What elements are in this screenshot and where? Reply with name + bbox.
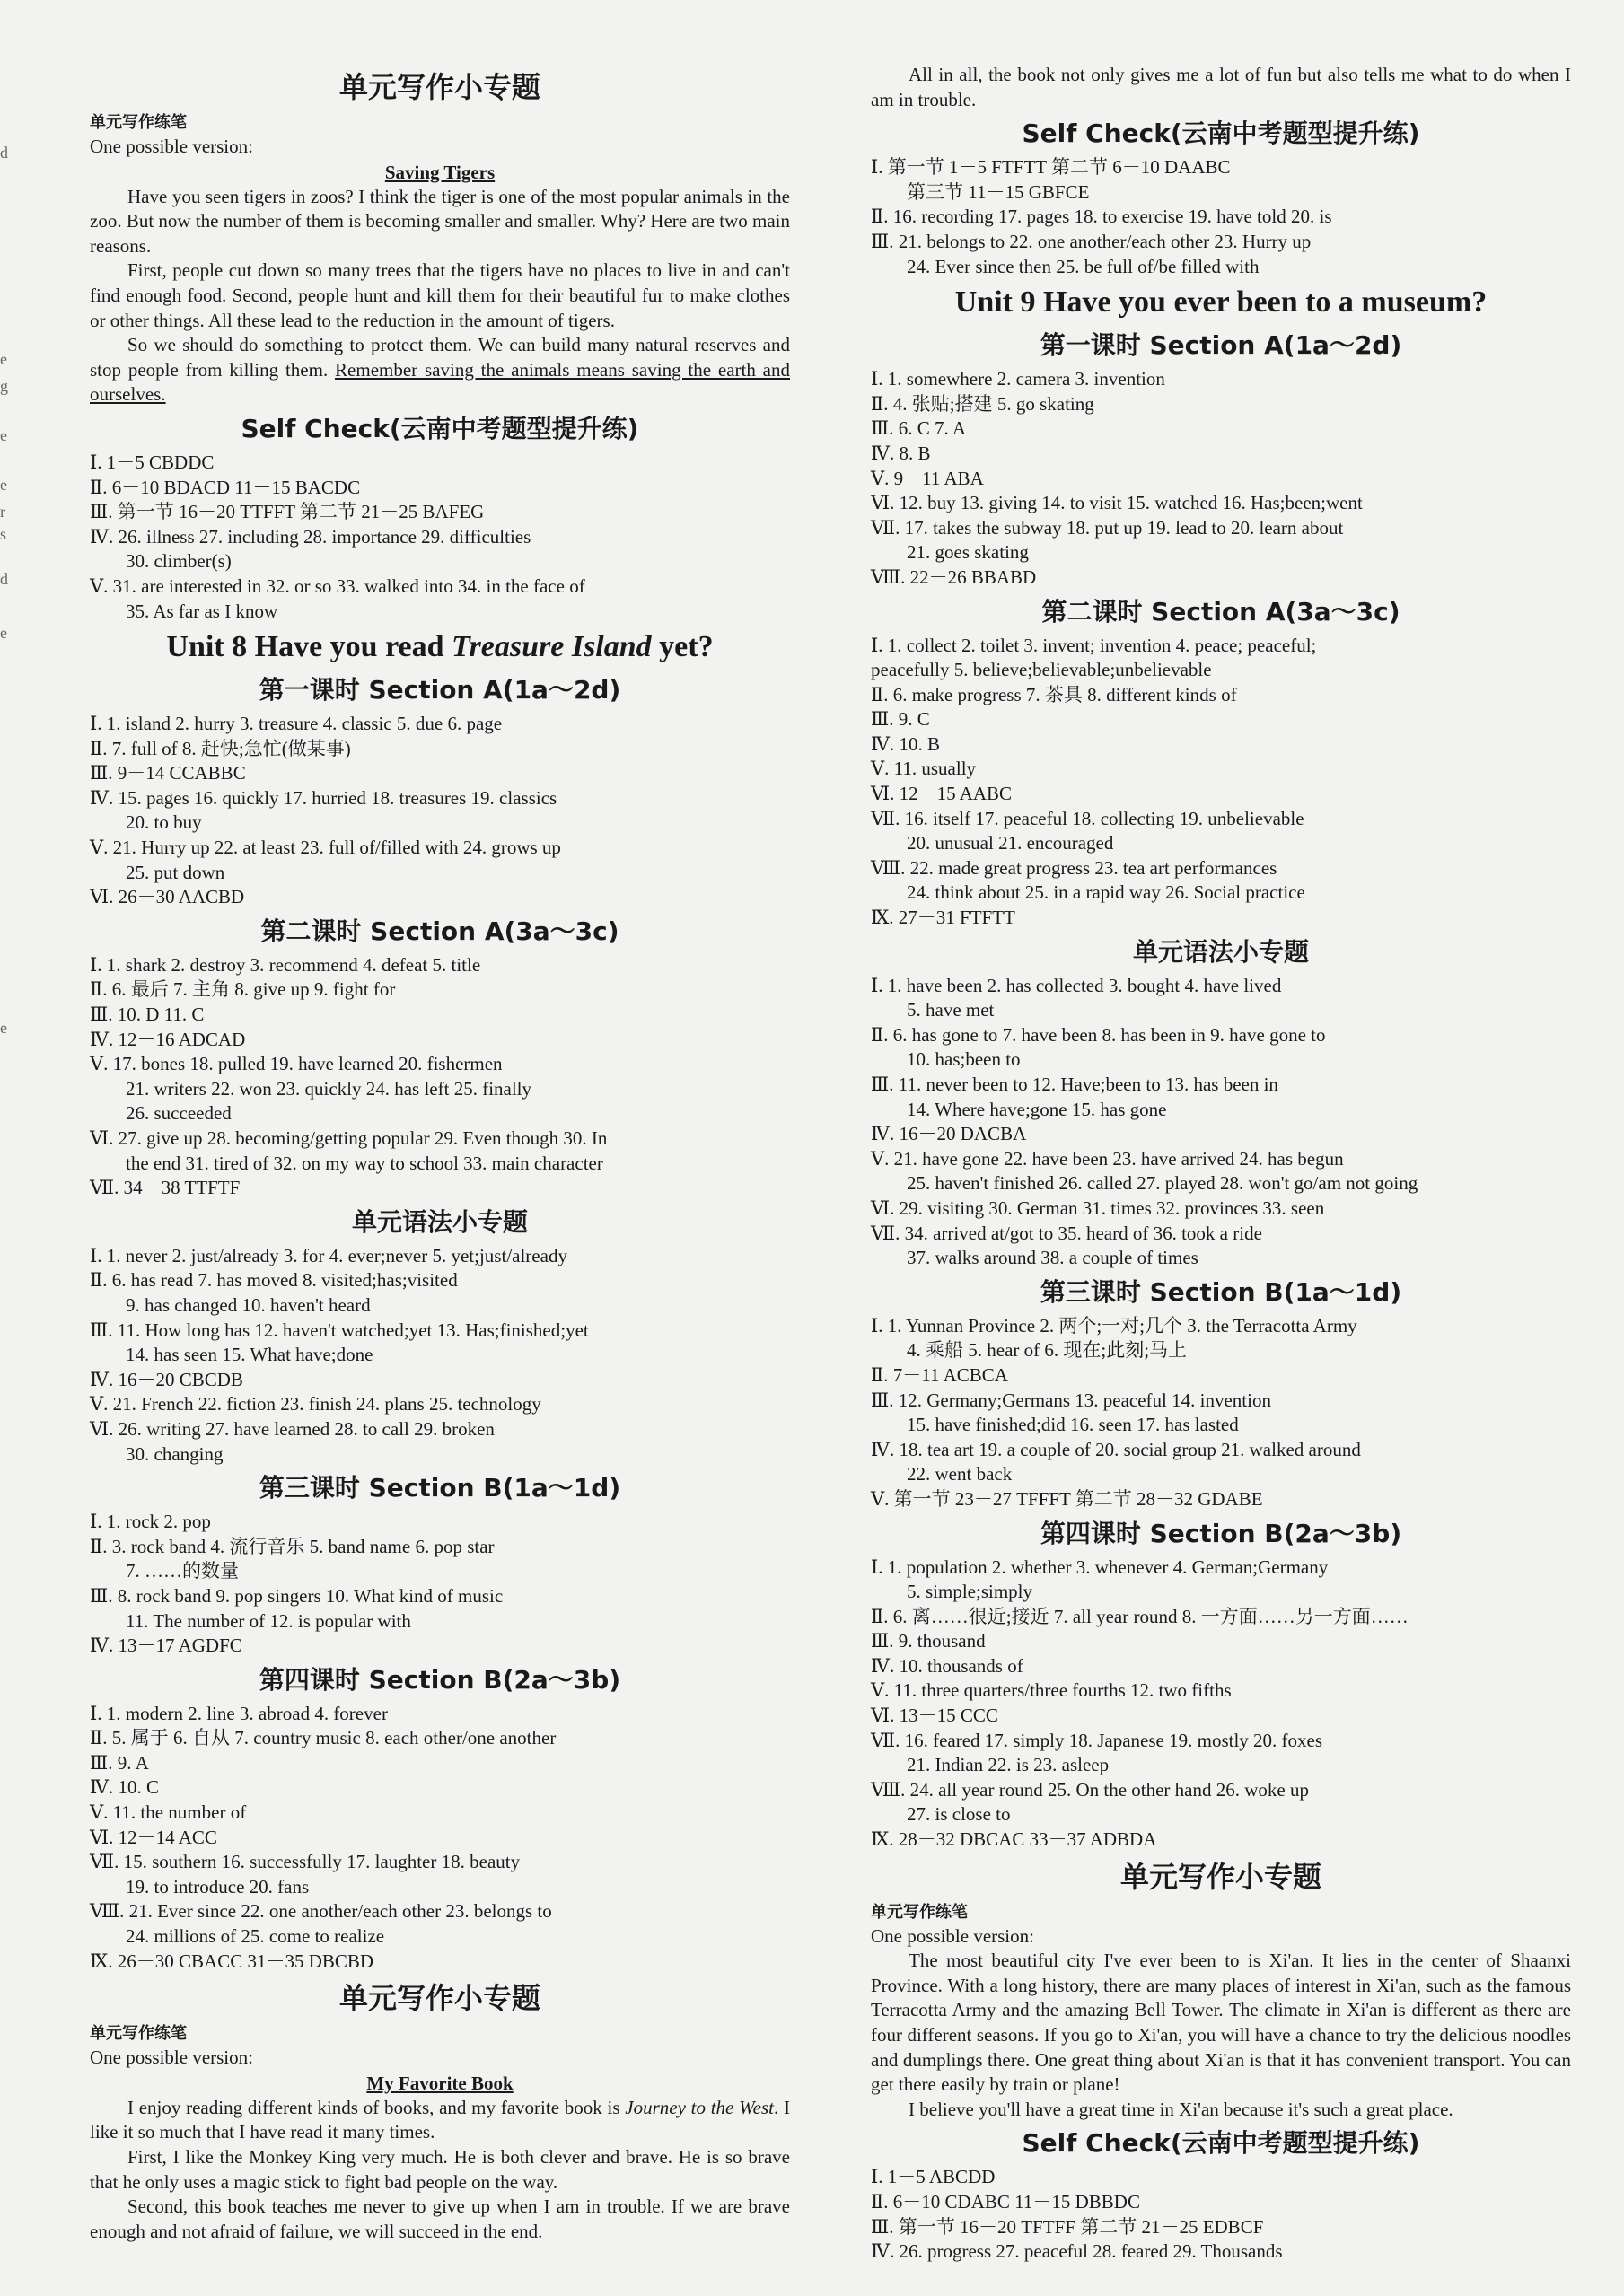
margin-letter: e bbox=[0, 476, 7, 494]
margin-letter: d bbox=[0, 570, 8, 588]
answer-line: 第三节 11－15 GBFCE bbox=[907, 180, 1090, 203]
answer-line: 11. The number of 12. is popular with bbox=[126, 1609, 411, 1632]
answer-line: Ⅵ. 12－15 AABC bbox=[871, 783, 1013, 805]
answer-line: Ⅱ. 16. recording 17. pages 18. to exercise 19. have told 20. is bbox=[871, 206, 1332, 228]
answer-line: Ⅲ. 21. belongs to 22. one another/each other 23. Hurry up bbox=[871, 230, 1312, 252]
essay-underlined-text: Remember saving the animals means saving the earth and ourselves. bbox=[90, 358, 790, 406]
left-margin-fragments bbox=[0, 0, 13, 2296]
answer-line: Ⅵ. 26－30 AACBD bbox=[90, 886, 245, 908]
answer-line: Ⅲ. 第一节 16－20 TFTFF 第二节 21－25 EDBCF bbox=[871, 2215, 1264, 2238]
answer-line: Ⅱ. 6. 离……很近;接近 7. all year round 8. 一方面……另一方面…… bbox=[871, 1605, 1409, 1627]
self-check-title: Self Check(云南中考题型提升练) bbox=[1022, 2128, 1420, 2159]
margin-letter: e bbox=[0, 426, 7, 444]
unit-title-text: yet? bbox=[651, 630, 714, 664]
essay-book-title: Journey to the West bbox=[625, 2096, 774, 2118]
answer-line: 24. think about 25. in a rapid way 26. Social practice bbox=[907, 881, 1305, 904]
answer-line: Ⅴ. 31. are interested in 32. or so 33. walked into 34. in the face of bbox=[90, 574, 585, 597]
answer-line: Ⅴ. 21. have gone 22. have been 23. have arrived 24. has begun bbox=[871, 1147, 1344, 1170]
essay-paragraph bbox=[90, 333, 790, 407]
possible-version-label: One possible version: bbox=[871, 1924, 1034, 1947]
answer-line: 10. has;been to bbox=[907, 1048, 1021, 1071]
answer-line: 9. has changed 10. haven't heard bbox=[126, 1293, 371, 1316]
answer-line: 24. Ever since then 25. be full of/be filled with bbox=[907, 255, 1260, 277]
answer-line: 26. succeeded bbox=[126, 1102, 232, 1125]
answer-line: 21. goes skating bbox=[907, 541, 1029, 564]
answer-line: Ⅵ. 26. writing 27. have learned 28. to call 29. broken bbox=[90, 1417, 495, 1440]
answer-line: Ⅵ. 27. give up 28. becoming/getting popular 29. Even though 30. In bbox=[90, 1127, 608, 1149]
answer-line: Ⅷ. 24. all year round 25. On the other hand 26. woke up bbox=[871, 1778, 1309, 1801]
answer-line: Ⅰ. 1. collect 2. toilet 3. invent; invention 4. peace; peaceful; bbox=[871, 634, 1317, 656]
answer-line: Ⅳ. 10. C bbox=[90, 1776, 159, 1799]
answer-line: Ⅳ. 26. illness 27. including 28. importance 29. difficulties bbox=[90, 525, 531, 548]
answer-line: Ⅰ. 1. have been 2. has collected 3. bought 4. have lived bbox=[871, 974, 1282, 996]
answer-line: Ⅷ. 21. Ever since 22. one another/each other 23. belongs to bbox=[90, 1900, 552, 1923]
essay-paragraph: First, people cut down so many trees that the tigers have no places to live in and can't find enough food. Second, people hunt and kill them for their beautiful fur to make clothes or other things. All these lead to the reduction in the amount of tigers. bbox=[90, 259, 790, 331]
answer-line: Ⅰ. 1. shark 2. destroy 3. recommend 4. defeat 5. title bbox=[90, 953, 481, 976]
right-column bbox=[871, 63, 1571, 2265]
answer-line: Ⅱ. 6. make progress 7. 茶具 8. different kinds of bbox=[871, 683, 1237, 705]
answer-line: 25. put down bbox=[126, 861, 225, 883]
writing-subtitle: 单元写作练笔 bbox=[90, 113, 187, 132]
answer-line: Ⅸ. 27－31 FTFTT bbox=[871, 907, 1015, 929]
answer-line: Ⅰ. 1－5 ABCDD bbox=[871, 2166, 996, 2188]
self-check-title: Self Check(云南中考题型提升练) bbox=[1022, 118, 1420, 149]
answer-line: Ⅰ. 1. rock 2. pop bbox=[90, 1511, 211, 1533]
answer-line: the end 31. tired of 32. on my way to school 33. main character bbox=[126, 1152, 603, 1174]
grammar-title: 单元语法小专题 bbox=[1132, 936, 1309, 967]
self-check-title: Self Check(云南中考题型提升练) bbox=[241, 413, 639, 443]
essay-paragraph: The most beautiful city I've ever been to is Xi'an. It lies in the center of Shaanxi Province. With a long history, there are many places of interest in Xi'an, such as the famous Terracotta Army and the amazing Bell Tower. The climate in Xi'an is different as there are four different seasons. If you go to Xi'an, you will have a chance to try the delicious noodles and dumplings there. One great thing about Xi'an is that it has convenient transport. You can get there easily by train or plane! bbox=[871, 1950, 1571, 2096]
answer-line: Ⅲ. 第一节 16－20 TTFFT 第二节 21－25 BAFEG bbox=[90, 501, 485, 523]
answer-line: Ⅲ. 6. C 7. A bbox=[871, 417, 967, 440]
answer-line: Ⅵ. 29. visiting 30. German 31. times 32. provinces 33. seen bbox=[871, 1196, 1325, 1219]
answer-line: Ⅷ. 22－26 BBABD bbox=[871, 565, 1037, 588]
answer-line: Ⅰ. 1. Yunnan Province 2. 两个;一对;几个 3. the Terracotta Army bbox=[871, 1314, 1357, 1336]
answer-line: Ⅱ. 7－11 ACBCA bbox=[871, 1363, 1008, 1386]
lesson-title: 第四课时 Section B(2a～3b) bbox=[1040, 1518, 1402, 1548]
answer-line: Ⅱ. 6. 最后 7. 主角 8. give up 9. fight for bbox=[90, 978, 396, 1001]
answer-line: Ⅵ. 12－14 ACC bbox=[90, 1826, 217, 1848]
answer-line: 20. unusual 21. encouraged bbox=[907, 832, 1114, 854]
essay-title: Saving Tigers bbox=[384, 161, 496, 183]
essay-text: I enjoy reading different kinds of books, and my favorite book is bbox=[127, 2096, 626, 2118]
answer-line: Ⅴ. 17. bones 18. pulled 19. have learned 20. fishermen bbox=[90, 1053, 503, 1075]
lesson-title: 第三课时 Section B(1a～1d) bbox=[1040, 1276, 1402, 1307]
unit-title-text: Unit 8 Have you read bbox=[166, 630, 452, 664]
answer-line: Ⅲ. 9. thousand bbox=[871, 1630, 986, 1652]
answer-line: 22. went back bbox=[907, 1463, 1013, 1485]
lesson-title: 第二课时 Section A(3a～3c) bbox=[1041, 596, 1400, 627]
lesson-title: 第一课时 Section A(1a～2d) bbox=[1040, 330, 1402, 361]
answer-line: Ⅴ. 21. French 22. fiction 23. finish 24. plans 25. technology bbox=[90, 1393, 541, 1415]
answer-line: 19. to introduce 20. fans bbox=[126, 1875, 310, 1897]
answer-line: Ⅳ. 10. thousands of bbox=[871, 1654, 1023, 1677]
unit-title-book: Treasure Island bbox=[452, 630, 652, 664]
answer-line: Ⅰ. 1. never 2. just/already 3. for 4. ever;never 5. yet;just/already bbox=[90, 1244, 567, 1266]
writing-subtitle: 单元写作练笔 bbox=[871, 1902, 968, 1922]
answer-line: peacefully 5. believe;believable;unbelievable bbox=[871, 659, 1212, 681]
answer-line: Ⅶ. 34－38 TTFTF bbox=[90, 1177, 241, 1199]
answer-line: Ⅳ. 10. B bbox=[871, 732, 940, 755]
answer-line: Ⅳ. 13－17 AGDFC bbox=[90, 1634, 242, 1657]
section-title: 单元写作小专题 bbox=[338, 1981, 540, 2016]
possible-version-label: One possible version: bbox=[90, 136, 253, 157]
essay-paragraph: All in all, the book not only gives me a lot of fun but also tells me what to do when I am in trouble. bbox=[871, 64, 1571, 110]
answer-line: Ⅱ. 3. rock band 4. 流行音乐 5. band name 6. pop star bbox=[90, 1535, 495, 1557]
essay-paragraph bbox=[90, 2096, 790, 2145]
answer-line: Ⅳ. 18. tea art 19. a couple of 20. social group 21. walked around bbox=[871, 1438, 1361, 1460]
unit-title bbox=[90, 626, 790, 669]
answer-line: Ⅰ. 1－5 CBDDC bbox=[90, 451, 215, 473]
answer-line: Ⅶ. 16. feared 17. simply 18. Japanese 19. mostly 20. foxes bbox=[871, 1729, 1323, 1751]
lesson-title: 第二课时 Section A(3a～3c) bbox=[260, 916, 619, 946]
answer-line: Ⅲ. 10. D 11. C bbox=[90, 1003, 205, 1026]
answer-line: Ⅰ. 1. modern 2. line 3. abroad 4. forever bbox=[90, 1702, 388, 1724]
answer-line: 15. have finished;did 16. seen 17. has lasted bbox=[907, 1414, 1239, 1436]
essay-paragraph: Have you seen tigers in zoos? I think the tiger is one of the most popular animals in the zoo. But now the number of them is becoming smaller and smaller. Why? Here are two main reasons. bbox=[90, 185, 790, 257]
answer-line: Ⅲ. 12. Germany;Germans 13. peaceful 14. invention bbox=[871, 1389, 1271, 1411]
answer-line: Ⅱ. 6－10 BDACD 11－15 BACDC bbox=[90, 476, 361, 498]
section-title: 单元写作小专题 bbox=[338, 70, 540, 104]
essay-paragraph: I believe you'll have a great time in Xi'an because it's such a great place. bbox=[909, 2098, 1453, 2120]
answer-line: Ⅰ. 1. island 2. hurry 3. treasure 4. classic 5. due 6. page bbox=[90, 713, 503, 735]
essay-text: . I like it so much that I have read it many times. bbox=[90, 2096, 790, 2143]
essay-paragraph: Second, this book teaches me never to give up when I am in trouble. If we are brave enough and not afraid of failure, we will succeed in the end. bbox=[90, 2195, 790, 2242]
answer-line: 35. As far as I know bbox=[126, 600, 278, 622]
answer-line: Ⅱ. 6－10 CDABC 11－15 DBBDC bbox=[871, 2190, 1140, 2213]
answer-line: Ⅴ. 11. three quarters/three fourths 12. two fifths bbox=[871, 1679, 1232, 1702]
answer-line: Ⅲ. 8. rock band 9. pop singers 10. What kind of music bbox=[90, 1584, 504, 1607]
possible-version-label: One possible version: bbox=[90, 2046, 253, 2069]
answer-line: 7. ……的数量 bbox=[126, 1560, 239, 1582]
writing-subtitle: 单元写作练笔 bbox=[90, 2024, 187, 2044]
answer-line: Ⅲ. 9－14 CCABBC bbox=[90, 762, 246, 784]
answer-line: Ⅲ. 11. never been to 12. Have;been to 13. has been in bbox=[871, 1074, 1278, 1095]
answer-line: Ⅳ. 16－20 CBCDB bbox=[90, 1368, 243, 1390]
answer-line: Ⅳ. 15. pages 16. quickly 17. hurried 18. treasures 19. classics bbox=[90, 786, 557, 809]
answer-line: Ⅰ. 第一节 1－5 FTFTT 第二节 6－10 DAABC bbox=[871, 156, 1231, 179]
answer-line: Ⅷ. 22. made great progress 23. tea art performances bbox=[871, 856, 1277, 879]
answer-line: Ⅴ. 第一节 23－27 TFFFT 第二节 28－32 GDABE bbox=[871, 1487, 1263, 1510]
essay-text: So we should do something to protect them. We can build many natural reserves and stop people from killing them. bbox=[90, 334, 790, 381]
margin-letter: g bbox=[0, 377, 8, 395]
answer-line: 37. walks around 38. a couple of times bbox=[907, 1247, 1198, 1269]
answer-line: Ⅴ. 21. Hurry up 22. at least 23. full of/filled with 24. grows up bbox=[90, 837, 561, 859]
lesson-title: 第四课时 Section B(2a～3b) bbox=[259, 1664, 621, 1695]
answer-line: 21. writers 22. won 23. quickly 24. has left 25. finally bbox=[126, 1077, 532, 1100]
answer-line: Ⅴ. 9－11 ABA bbox=[871, 467, 984, 489]
left-column bbox=[90, 63, 790, 2244]
answer-line: Ⅲ. 11. How long has 12. haven't watched;yet 13. Has;finished;yet bbox=[90, 1319, 589, 1341]
answer-line: Ⅳ. 26. progress 27. peaceful 28. feared 29. Thousands bbox=[871, 2240, 1283, 2263]
answer-line: 4. 乘船 5. hear of 6. 现在;此刻;马上 bbox=[907, 1339, 1188, 1362]
answer-line: Ⅳ. 16－20 DACBA bbox=[871, 1123, 1027, 1145]
unit-title: Unit 9 Have you ever been to a museum? bbox=[954, 285, 1488, 320]
answer-line: Ⅵ. 12. buy 13. giving 14. to visit 15. watched 16. Has;been;went bbox=[871, 492, 1363, 514]
answer-line: Ⅱ. 4. 张贴;搭建 5. go skating bbox=[871, 392, 1094, 415]
answer-line: Ⅴ. 11. usually bbox=[871, 758, 977, 780]
answer-line: Ⅶ. 15. southern 16. successfully 17. laughter 18. beauty bbox=[90, 1851, 521, 1873]
answer-line: Ⅵ. 13－15 CCC bbox=[871, 1704, 998, 1727]
answer-line: Ⅴ. 11. the number of bbox=[90, 1801, 247, 1824]
answer-line: Ⅱ. 5. 属于 6. 自从 7. country music 8. each other/one another bbox=[90, 1727, 557, 1749]
answer-line: 5. have met bbox=[907, 999, 995, 1021]
answer-line: Ⅸ. 26－30 CBACC 31－35 DBCBD bbox=[90, 1950, 374, 1972]
answer-line: Ⅶ. 17. takes the subway 18. put up 19. lead to 20. learn about bbox=[871, 516, 1344, 539]
margin-letter: r bbox=[0, 503, 5, 521]
margin-letter: e bbox=[0, 1019, 7, 1037]
answer-line: Ⅰ. 1. somewhere 2. camera 3. invention bbox=[871, 368, 1165, 390]
answer-line: 21. Indian 22. is 23. asleep bbox=[907, 1754, 1110, 1776]
margin-letter: e bbox=[0, 624, 7, 642]
answer-line: 20. to buy bbox=[126, 811, 202, 834]
grammar-title: 单元语法小专题 bbox=[351, 1206, 528, 1237]
answer-line: 5. simple;simply bbox=[907, 1581, 1033, 1603]
section-title: 单元写作小专题 bbox=[1119, 1859, 1321, 1894]
answer-line: Ⅱ. 7. full of 8. 赶快;急忙(做某事) bbox=[90, 737, 351, 759]
answer-line: Ⅲ. 9. A bbox=[90, 1751, 149, 1774]
answer-line: Ⅶ. 34. arrived at/got to 35. heard of 36. took a ride bbox=[871, 1222, 1262, 1244]
essay-title: My Favorite Book bbox=[366, 2072, 514, 2094]
answer-line: Ⅳ. 8. B bbox=[871, 442, 931, 464]
answer-line: Ⅳ. 12－16 ADCAD bbox=[90, 1028, 246, 1050]
answer-line: 27. is close to bbox=[907, 1803, 1011, 1826]
margin-letter: e bbox=[0, 350, 7, 368]
answer-line: Ⅸ. 28－32 DBCAC 33－37 ADBDA bbox=[871, 1828, 1157, 1851]
answer-line: 25. haven't finished 26. called 27. played 28. won't go/am not going bbox=[907, 1172, 1418, 1195]
answer-line: 14. Where have;gone 15. has gone bbox=[907, 1098, 1167, 1120]
answer-line: 30. climber(s) bbox=[126, 550, 232, 573]
answer-line: Ⅲ. 9. C bbox=[871, 708, 930, 731]
essay-paragraph: First, I like the Monkey King very much. He is both clever and brave. He is so brave that he only uses a magic stick to fight bad people on the way. bbox=[90, 2146, 790, 2193]
answer-line: 24. millions of 25. come to realize bbox=[126, 1925, 385, 1948]
answer-line: Ⅰ. 1. population 2. whether 3. whenever 4. German;Germany bbox=[871, 1555, 1329, 1578]
answer-line: 14. has seen 15. What have;done bbox=[126, 1344, 373, 1366]
margin-letter: s bbox=[0, 525, 7, 543]
answer-line: Ⅱ. 6. has gone to 7. have been 8. has been in 9. have gone to bbox=[871, 1023, 1326, 1046]
answer-line: Ⅱ. 6. has read 7. has moved 8. visited;has;visited bbox=[90, 1269, 458, 1292]
lesson-title: 第三课时 Section B(1a～1d) bbox=[259, 1473, 621, 1503]
margin-letter: d bbox=[0, 144, 8, 162]
lesson-title: 第一课时 Section A(1a～2d) bbox=[259, 675, 621, 705]
answer-line: 30. changing bbox=[126, 1442, 224, 1465]
answer-line: Ⅶ. 16. itself 17. peaceful 18. collecting 19. unbelievable bbox=[871, 807, 1304, 829]
